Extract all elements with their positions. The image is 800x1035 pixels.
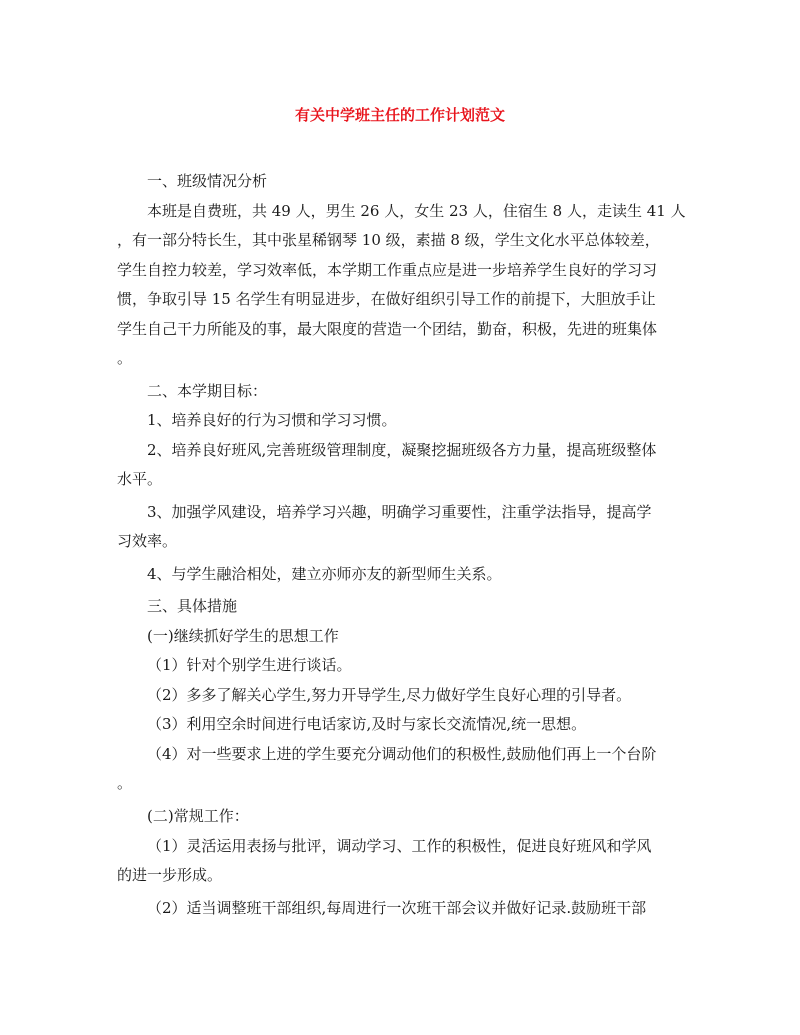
goal-item: 2、培养良好班风,完善班级管理制度，凝聚挖掘班级各方力量，提高班级整体	[147, 441, 657, 459]
goal-item: 1、培养良好的行为习惯和学习习惯。	[147, 411, 397, 429]
paragraph-line: 学生自己干力所能及的事，最大限度的营造一个团结，勤奋，积极，先进的班集体	[117, 320, 658, 338]
goal-item-continued: 习效率。	[117, 532, 178, 550]
paragraph-line: 学生自控力较差，学习效率低，本学期工作重点应是进一步培养学生良好的学习习	[117, 261, 658, 279]
goal-item: 4、与学生融洽相处，建立亦师亦友的新型师生关系。	[147, 565, 502, 583]
section-heading-class-analysis: 一、班级情况分析	[147, 172, 268, 190]
measure-item: （3）利用空余时间进行电话家访,及时与家长交流情况,统一思想。	[147, 715, 587, 733]
paragraph-line: ，有一部分特长生，其中张星稀钢琴 10 级，素描 8 级，学生文化水平总体较差，	[117, 231, 660, 249]
measure-item: （2）多多了解关心学生,努力开导学生,尽力做好学生良好心理的引导者。	[147, 686, 632, 704]
paragraph-line: 。	[117, 349, 133, 367]
measure-item: （1）灵活运用表扬与批评，调动学习、工作的积极性，促进良好班风和学风	[147, 837, 652, 855]
measure-item-continued: 的进一步形成。	[117, 866, 223, 884]
measure-item: （4）对一些要求上进的学生要充分调动他们的积极性,鼓励他们再上一个台阶	[147, 745, 657, 763]
measure-item-continued: 。	[117, 774, 133, 792]
goal-item-continued: 水平。	[117, 470, 163, 488]
document-title: 有关中学班主任的工作计划范文	[294, 106, 505, 124]
measure-item: （1）针对个别学生进行谈话。	[147, 656, 352, 674]
subsection-heading: (二)常规工作：	[147, 807, 249, 825]
paragraph-line: 惯，争取引导 15 名学生有明显进步，在做好组织引导工作的前提下，大胆放手让	[117, 290, 656, 308]
goal-item: 3、加强学风建设，培养学习兴趣，明确学习重要性，注重学法指导，提高学	[147, 503, 652, 521]
measure-item: （2）适当调整班干部组织,每周进行一次班干部会议并做好记录.鼓励班干部	[147, 899, 647, 917]
paragraph-line: 本班是自费班，共 49 人，男生 26 人，女生 23 人，住宿生 8 人，走读生 41 人	[147, 202, 686, 220]
section-heading-measures: 三、具体措施	[147, 597, 238, 615]
section-heading-semester-goals: 二、本学期目标：	[147, 382, 268, 400]
subsection-heading: (一)继续抓好学生的思想工作	[147, 627, 339, 645]
